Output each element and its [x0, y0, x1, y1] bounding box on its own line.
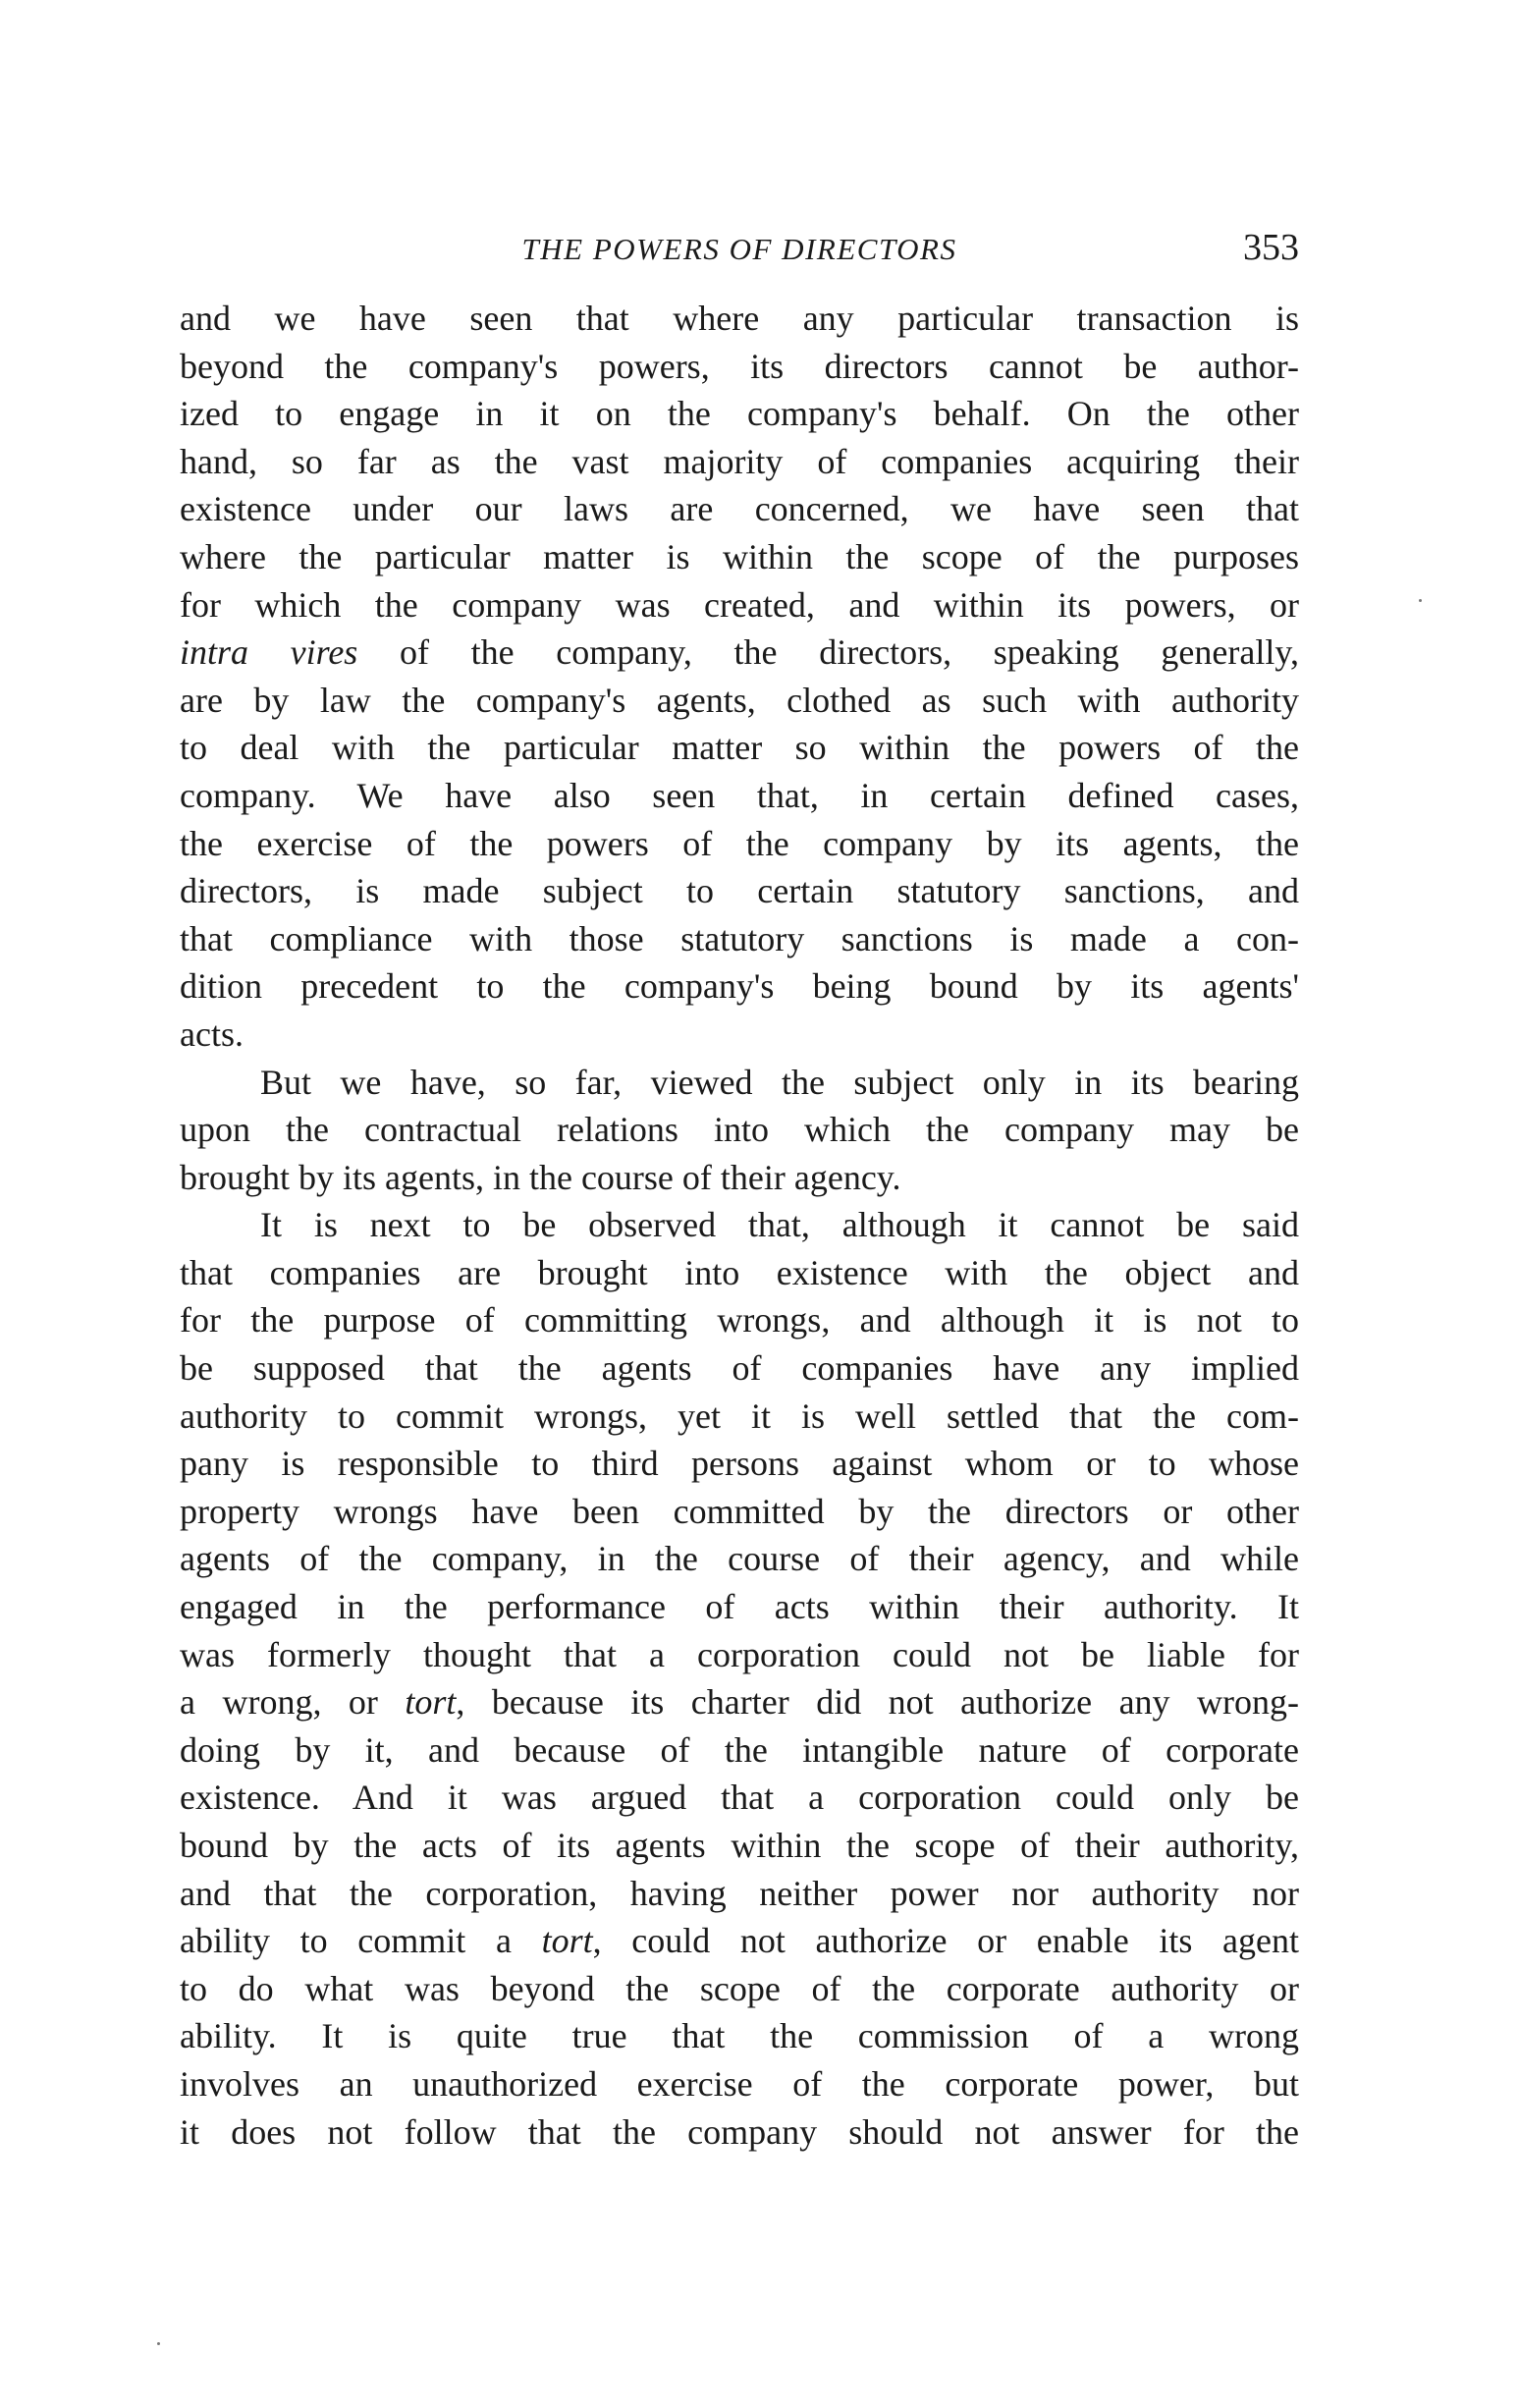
text-line: to deal with the particular matter so within the powers of the: [180, 728, 1299, 768]
body-text: [180, 295, 1299, 2156]
text-line: acts.: [180, 1013, 244, 1054]
running-head: [180, 226, 1299, 285]
text-line: authority to commit wrongs, yet it is well settled that the com-: [180, 1396, 1299, 1436]
text-line: existence. And it was argued that a corporation could only be: [180, 1778, 1299, 1818]
text-line: and we have seen that where any particular transaction is: [180, 299, 1299, 338]
text-line: that companies are brought into existence with the object and: [180, 1252, 1299, 1292]
text-line: It is next to be observed that, although it cannot be said: [260, 1205, 1299, 1245]
text-line: brought by its agents, in the course of their agency.: [180, 1157, 901, 1197]
text-line: and that the corporation, having neither power nor authority nor: [180, 1873, 1299, 1913]
text-line: directors, is made subject to certain statutory sanctions, and: [180, 871, 1299, 911]
italic-term: tort: [541, 1921, 593, 1961]
paragraph-3: [180, 1201, 1299, 2156]
text-line-italic: [180, 1678, 1299, 1726]
italic-term: tort: [405, 1682, 457, 1723]
text-line: But we have, so far, viewed the subject only in its bearing: [260, 1062, 1299, 1102]
text-line: upon the contractual relations into which the company may be: [180, 1110, 1299, 1150]
text-line: agents of the company, in the course of their agency, and while: [180, 1539, 1299, 1579]
text-line: engaged in the performance of acts within their authority. It: [180, 1587, 1299, 1627]
text-run: , could not authorize or enable its agent: [592, 1921, 1299, 1961]
text-line: bound by the acts of its agents within the scope of their authority,: [180, 1826, 1299, 1865]
text-line: pany is responsible to third persons against whom or to whose: [180, 1444, 1299, 1484]
text-line: to do what was beyond the scope of the corporate authority or: [180, 1968, 1299, 2008]
text-line: property wrongs have been committed by the directors or other: [180, 1491, 1299, 1531]
text-run: , because its charter did not authorize any wrong-: [456, 1682, 1299, 1723]
page-number: 353: [1243, 227, 1299, 268]
paper-speck: [1419, 599, 1422, 602]
text-line: beyond the company's powers, its directors cannot be author-: [180, 346, 1299, 386]
running-title: THE POWERS OF DIRECTORS: [521, 232, 957, 266]
text-line: for the purpose of committing wrongs, and although it is not to: [180, 1300, 1299, 1341]
text-line: are by law the company's agents, clothed as such with authority: [180, 680, 1299, 720]
text-line: for which the company was created, and within its powers, or: [180, 584, 1299, 625]
text-line: that compliance with those statutory sanctions is made a con-: [180, 918, 1299, 958]
text-run: of the company, the directors, speaking generally,: [357, 632, 1300, 673]
text-line: where the particular matter is within the scope of the purposes: [180, 536, 1299, 576]
text-run: a wrong, or: [180, 1682, 406, 1723]
text-line: ized to engage in it on the company's behalf. On the other: [180, 394, 1299, 434]
text-line: be supposed that the agents of companies have any implied: [180, 1348, 1299, 1389]
text-line-italic: [180, 1917, 1299, 1965]
text-line: ability. It is quite true that the commission of a wrong: [180, 2016, 1299, 2056]
italic-term: intra vires: [180, 632, 358, 673]
text-line-italic: [180, 629, 1299, 677]
text-line: existence under our laws are concerned, we have seen that: [180, 489, 1299, 529]
text-line: involves an unauthorized exercise of the corporate power, but: [180, 2063, 1299, 2104]
text-line: the exercise of the powers of the company by its agents, the: [180, 823, 1299, 863]
text-run: ability to commit a: [180, 1921, 542, 1961]
text-line: it does not follow that the company should not answer for the: [180, 2111, 1299, 2152]
text-line: dition precedent to the company's being bound by its agents': [180, 966, 1299, 1007]
paragraph-2: [180, 1059, 1299, 1202]
paragraph-1: [180, 295, 1299, 1059]
text-line: doing by it, and because of the intangible nature of corporate: [180, 1729, 1299, 1770]
paper-speck: [157, 2342, 160, 2345]
text-line: was formerly thought that a corporation could not be liable for: [180, 1634, 1299, 1674]
text-line: hand, so far as the vast majority of companies acquiring their: [180, 441, 1299, 481]
text-line: company. We have also seen that, in certain defined cases,: [180, 775, 1299, 815]
